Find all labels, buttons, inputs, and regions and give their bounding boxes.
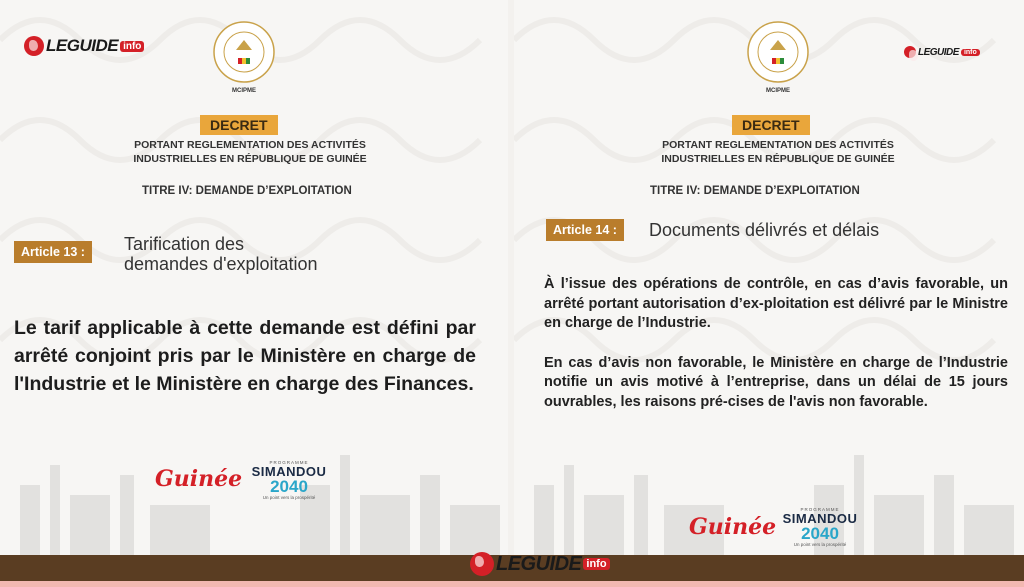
simandou-logo: PROGRAMME SIMANDOU 2040 Un point vers la prospérité [782,507,858,547]
seal-emblem-icon [212,20,276,84]
article-14-paragraph-1: À l’issue des opérations de contrôle, en cas d’avis favorable, un arrêté portant autorisation d’ex-ploitation est délivré par le Ministre en charge de l’Industrie. [544,276,1008,331]
titre-heading: TITRE IV: DEMANDE D’EXPLOITATION [650,185,860,197]
seal-emblem-icon [746,20,810,84]
right-slide [514,0,1024,555]
guinee-logo: Guinée [689,514,777,540]
article-13-body: Le tarif applicable à cette demande est défini par arrêté conjoint pris par le Ministère en charge de l'Industrie et le Ministère en charge des Finances. [14,317,476,395]
decree-subtitle: PORTANT REGLEMENTATION DES ACTIVITÉS INDUSTRIELLES EN RÉPUBLIQUE DE GUINÉE [661,139,895,165]
titre-heading: TITRE IV: DEMANDE D’EXPLOITATION [142,185,352,197]
article-14-badge: Article 14 : [546,219,624,241]
article-14-title: Documents délivrés et délais [649,220,880,240]
article-13-badge: Article 13 : [14,241,92,263]
globe-icon [470,552,494,576]
simandou-logo: PROGRAMME SIMANDOU 2040 Un point vers la prospérité [251,460,327,500]
ministry-seal: MCIPME [746,20,810,92]
left-slide [0,0,508,555]
article-13-title: Tarification des demandes d'exploitation [124,234,318,274]
leguide-logo[interactable]: LEGUIDE info [904,46,980,58]
guinee-logo: Guinée [155,466,243,492]
decret-badge: DECRET [200,115,278,135]
globe-icon [904,46,916,58]
decret-badge: DECRET [732,115,810,135]
leguide-logo[interactable]: LEGUIDE info [24,36,144,56]
decree-subtitle: PORTANT REGLEMENTATION DES ACTIVITÉS INDUSTRIELLES EN RÉPUBLIQUE DE GUINÉE [133,139,367,165]
globe-icon [24,36,44,56]
article-14-body [544,275,1008,412]
ministry-seal: MCIPME [212,20,276,92]
article-14-paragraph-2: En cas d’avis non favorable, le Ministère en charge de l’Industrie notifie un avis motivé à l’entreprise, dans un délai de 15 jours ouvrables, les raisons pré-cises de l'avis non favorable. [544,354,1008,410]
bottom-stripe [0,581,1024,587]
leguide-watermark-logo[interactable]: LEGUIDE info [470,552,610,576]
